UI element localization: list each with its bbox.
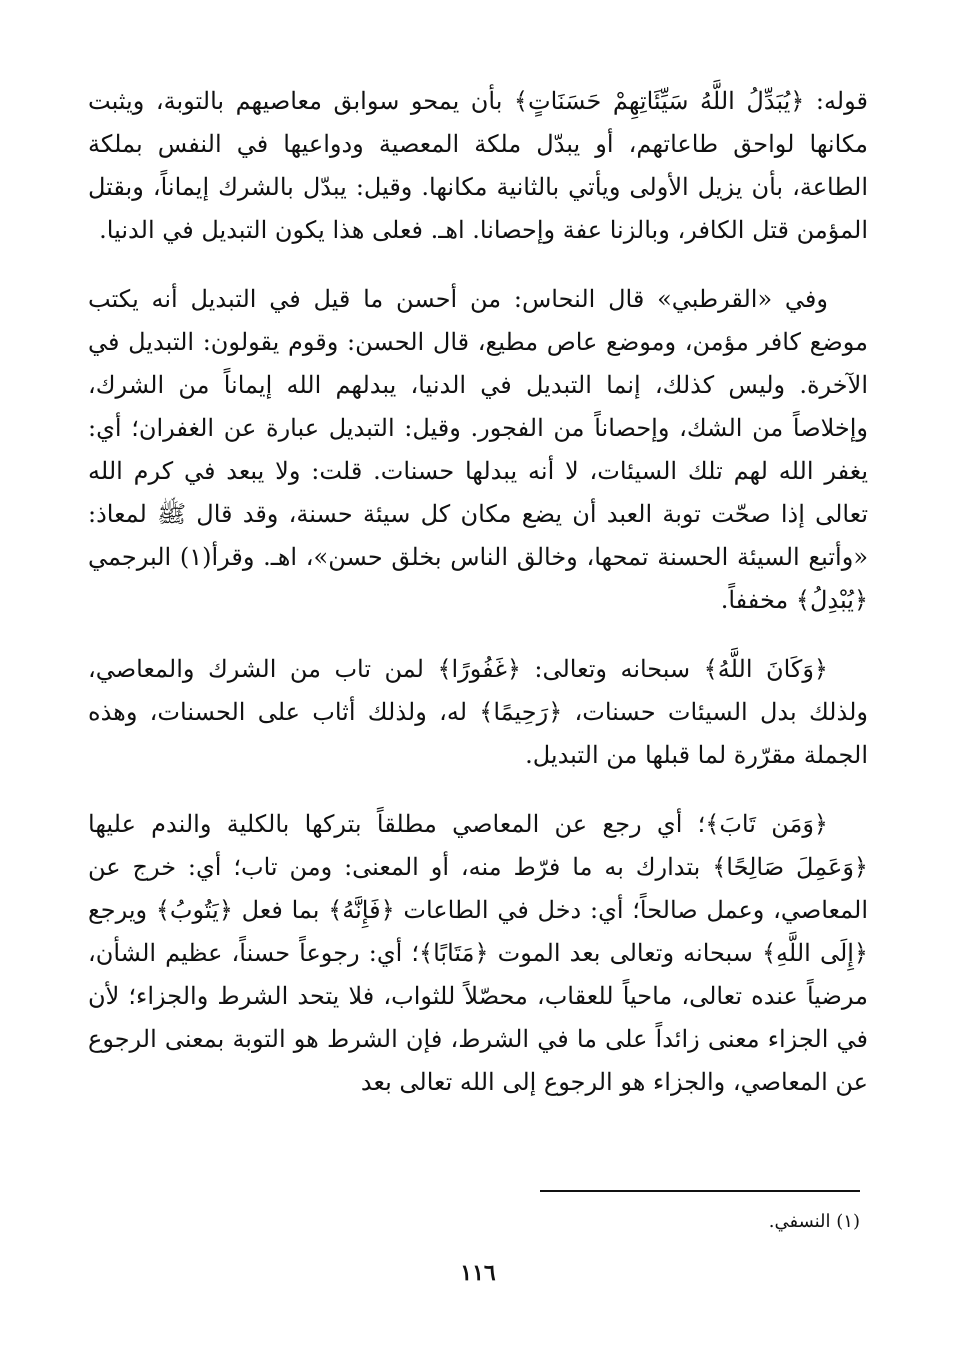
paragraph-3	[88, 648, 868, 777]
footnote	[540, 1208, 860, 1236]
footnote-divider	[540, 1190, 860, 1192]
paragraph-1	[88, 80, 868, 252]
paragraph-4-text: ﴿وَمَن تَابَ﴾؛ أي رجع عن المعاصي مطلقاً بتركها بالكلية والندم عليها ﴿وَعَمِلَ صَالِحًا﴾ بتدارك به ما فرّط منه، أو المعنى: ومن تاب؛ أي: خرج عن المعاصي، وعمل صالحاً؛ أي: دخل في الطاعات ﴿فَإِنَّهُ﴾ بما فعل ﴿يَتُوبُ﴾ ويرجع ﴿إِلَى اللَّهِ﴾ سبحانه وتعالى بعد الموت ﴿مَتَابًا﴾؛ أي: رجوعاً حسناً، عظيم الشأن، مرضياً عنده تعالى، ماحياً للعقاب، محصّلاً للثواب، فلا يتحد الشرط والجزاء؛ لأن في الجزاء معنى زائداً على ما في الشرط، فإن الشرط هو التوبة بمعنى الرجوع عن المعاصي، والجزاء هو الرجوع إلى الله تعالى بعد	[88, 810, 868, 1096]
page-number: ١١٦	[460, 1260, 496, 1286]
paragraph-2-text: وفي «القرطبي» قال النحاس: من أحسن ما قيل في التبديل أنه يكتب موضع كافر مؤمن، وموضع عاص مطيع، قال الحسن: وقوم يقولون: التبديل في الآخرة. وليس كذلك، إنما التبديل في الدنيا، يبدلهم الله إيماناً من الشرك، وإخلاصاً من الشك، وإحصاناً من الفجور. وقيل: التبديل عبارة عن الغفران؛ أي: يغفر الله لهم تلك السيئات، لا أنه يبدلها حسنات. قلت: ولا يبعد في كرم الله تعالى إذا صحّت توبة العبد أن يضع مكان كل سيئة حسنة، وقد قال ﷺ لمعاذ: «وأتبع السيئة الحسنة تمحها، وخالق الناس بخلق حسن»، اهـ. وقرأ(١) البرجمي ﴿يُبْدِلُ﴾ مخففاً.	[88, 285, 868, 614]
paragraph-2	[88, 278, 868, 622]
paragraph-3-text: ﴿وَكَانَ اللَّهُ﴾ سبحانه وتعالى: ﴿غَفُورًا﴾ لمن تاب من الشرك والمعاصي، ولذلك بدل السيئات حسنات، ﴿رَحِيمًا﴾ له، ولذلك أثاب على الحسنات، وهذه الجملة مقرّرة لما قبلها من التبديل.	[88, 655, 868, 769]
page-body	[88, 80, 868, 1130]
paragraph-4	[88, 803, 868, 1104]
footnote-text: (١) النسفي.	[768, 1211, 860, 1232]
paragraph-1-text: قوله: ﴿يُبَدِّلُ اللَّهُ سَيِّئَاتِهِمْ حَسَنَاتٍ﴾ بأن يمحو سوابق معاصيهم بالتوبة، ويثبت مكانها لواحق طاعاتهم، أو يبدّل ملكة المعصية ودواعيها في النفس بملكة الطاعة، بأن يزيل الأولى ويأتي بالثانية مكانها. وقيل: يبدّل بالشرك إيماناً، وبقتل المؤمن قتل الكافر، وبالزنا عفة وإحصانا. اهـ. فعلى هذا يكون التبديل في الدنيا.	[88, 87, 868, 244]
